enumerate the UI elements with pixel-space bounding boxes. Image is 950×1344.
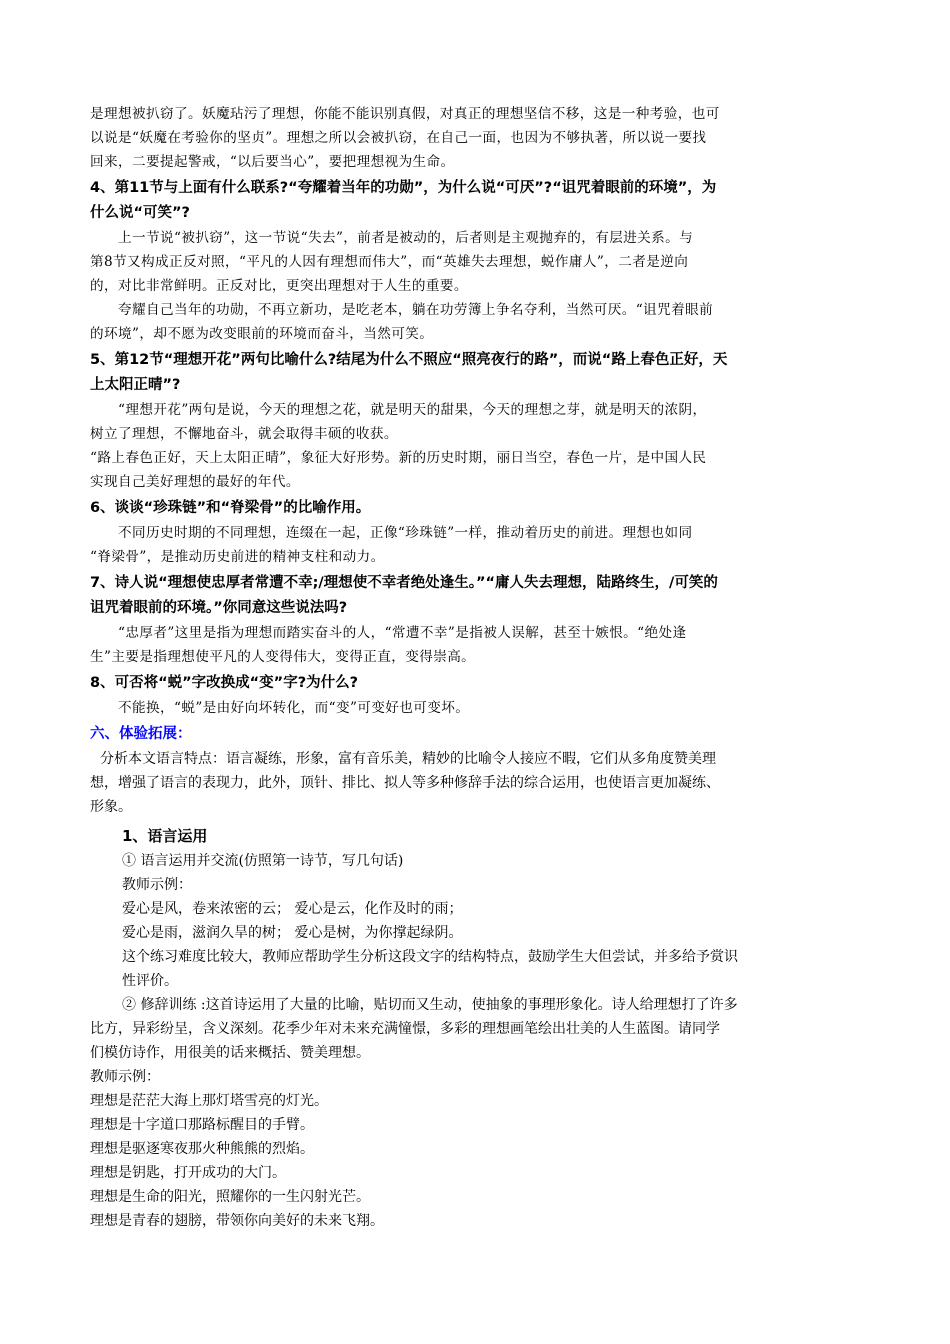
question-line: 8、可否将“蜕”字改换成“变”字?为什么? [90,675,359,691]
question-line: 5、第12节“理想开花”两句比喻什么?结尾为什么不照应“照亮夜行的路”，而说“路上春色正好，天 [90,352,728,368]
question-line: 4、第11节与上面有什么联系?“夸耀着当年的功勋”，为什么说“可厌”?“诅咒着眼前的环境”，为 [90,180,717,196]
answer-5-part1 [90,398,860,446]
text-line: 理想是青春的翅膀，带领你向美好的未来飞翔。 [90,1213,384,1229]
text-line: 夸耀自己当年的功勋，不再立新功，是吃老本，躺在功劳簿上争名夺利，当然可厌。“诅咒着眼前 [118,302,714,318]
text-line: 爱心是雨，滋润久旱的树； 爱心是树，为你撑起绿阴。 [122,925,463,941]
text-line: 不同历史时期的不同理想，连缀在一起，正像“珍珠链”一样，推动着历史的前进。理想也如同 [118,525,693,541]
text-line: 想，增强了语言的表现力，此外，顶针、排比、拟人等多种修辞手法的综合运用，也使语言更加凝练、 [90,775,720,791]
text-line: 理想是钥匙，打开成功的大门。 [90,1165,286,1181]
answer-4-part2 [90,298,860,346]
subheading-text: 1、语言运用 [122,827,208,845]
question-line: 什么说“可笑”? [90,205,190,221]
text-line: “路上春色正好，天上太阳正晴”，象征大好形势。新的历史时期，丽日当空，春色一片，是中国人民 [90,450,707,466]
subheading-language-use [122,823,860,849]
section-heading-6 [90,722,860,747]
question-7 [90,571,860,621]
text-line: 比方，异彩纷呈，含义深刻。花季少年对未来充满憧憬，多彩的理想画笔绘出壮美的人生蓝图。请同学 [90,1021,720,1037]
text-line: 们模仿诗作，用很美的话来概括、赞美理想。 [90,1045,370,1061]
answer-7 [90,621,860,669]
text-line: 形象。 [90,799,132,815]
text-line: 回来，二要提起警戒，“以后要当心”，要把理想视为生命。 [90,154,455,170]
text-line: 的环境”，却不愿为改变眼前的环境而奋斗，当然可笑。 [90,326,434,342]
paragraph-continuation [90,102,860,174]
answer-4-part1 [90,226,860,298]
question-line: 6、谈谈“珍珠链”和“脊梁骨”的比喻作用。 [90,500,371,516]
text-line: 这个练习难度比较大，教师应帮助学生分析这段文字的结构特点，鼓励学生大但尝试，并多给予赏识 [122,949,738,965]
text-line: 分析本文语言特点：语言凝练，形象，富有音乐美，精妙的比喻令人接应不暇，它们从多角度赞美理 [100,751,716,767]
text-line: 理想是驱逐寒夜那火种熊熊的烈焰。 [90,1141,314,1157]
text-line: “忠厚者”这里是指为理想而踏实奋斗的人，“常遭不幸”是指被人误解，甚至十嫉恨。“绝处逢 [118,625,687,641]
answer-8 [90,696,860,720]
extension-analysis [90,747,860,819]
question-8 [90,671,860,696]
text-line: “脊梁骨”，是推动历史前进的精神支柱和动力。 [90,549,385,565]
text-line: 理想是十字道口那路标醒目的手臂。 [90,1117,314,1133]
text-line: 教师示例： [90,1069,160,1085]
text-line: 的，对比非常鲜明。正反对比，更突出理想对于人生的重要。 [90,278,468,294]
text-line: 树立了理想，不懈地奋斗，就会取得丰硕的收获。 [90,426,398,442]
question-6 [90,496,860,521]
exercise-2 [90,993,860,1065]
text-line: ① 语言运用并交流(仿照第一诗节，写几句话) [122,853,404,869]
text-line: 爱心是风，卷来浓密的云； 爱心是云，化作及时的雨； [122,901,463,917]
exercise-1 [90,849,860,945]
text-line: 理想是生命的阳光，照耀你的一生闪射光芒。 [90,1189,370,1205]
text-line: 是理想被扒窃了。妖魔玷污了理想，你能不能识别真假，对真正的理想坚信不移，这是一种考验，也可 [90,106,720,122]
answer-6 [90,521,860,569]
text-line: 教师示例： [122,877,192,893]
question-line: 上太阳正晴”? [90,377,181,393]
teacher-examples [90,1065,860,1233]
section-title: 六、体验拓展： [90,726,192,742]
question-line: 诅咒着眼前的环境。”你同意这些说法吗? [90,600,348,616]
text-line: 生”主要是指理想使平凡的人变得伟大，变得正直，变得崇高。 [90,649,476,665]
document-body [90,102,860,1233]
text-line: 性评价。 [122,973,178,989]
exercise-1-note [90,945,860,993]
answer-5-part2 [90,446,860,494]
question-4 [90,176,860,226]
text-line: 不能换，“蜕”是由好向坏转化，而“变”可变好也可变坏。 [118,700,470,716]
text-line: ② 修辞训练 :这首诗运用了大量的比喻，贴切而又生动，使抽象的事理形象化。诗人给理想打了许多 [122,997,738,1013]
text-line: 第8节又构成正反对照，“平凡的人因有理想而伟大”，而“英雄失去理想，蜕作庸人”，二者是逆向 [90,254,689,270]
question-5 [90,348,860,398]
text-line: 实现自己美好理想的最好的年代。 [90,474,300,490]
text-line: 以说是“妖魔在考验你的坚贞”。理想之所以会被扒窃，在自己一面，也因为不够执著，所以说一要找 [90,130,707,146]
text-line: 上一节说“被扒窃”，这一节说“失去”，前者是被动的，后者则是主观抛弃的，有层进关系。与 [118,230,694,246]
text-line: 理想是茫茫大海上那灯塔雪亮的灯光。 [90,1093,328,1109]
question-line: 7、诗人说“理想使忠厚者常遭不幸;/理想使不幸者绝处逢生。”“庸人失去理想，陆路终生，/可笑的 [90,575,718,591]
text-line: “理想开花”两句是说，今天的理想之花，就是明天的甜果，今天的理想之芽，就是明天的浓阴， [118,402,707,418]
